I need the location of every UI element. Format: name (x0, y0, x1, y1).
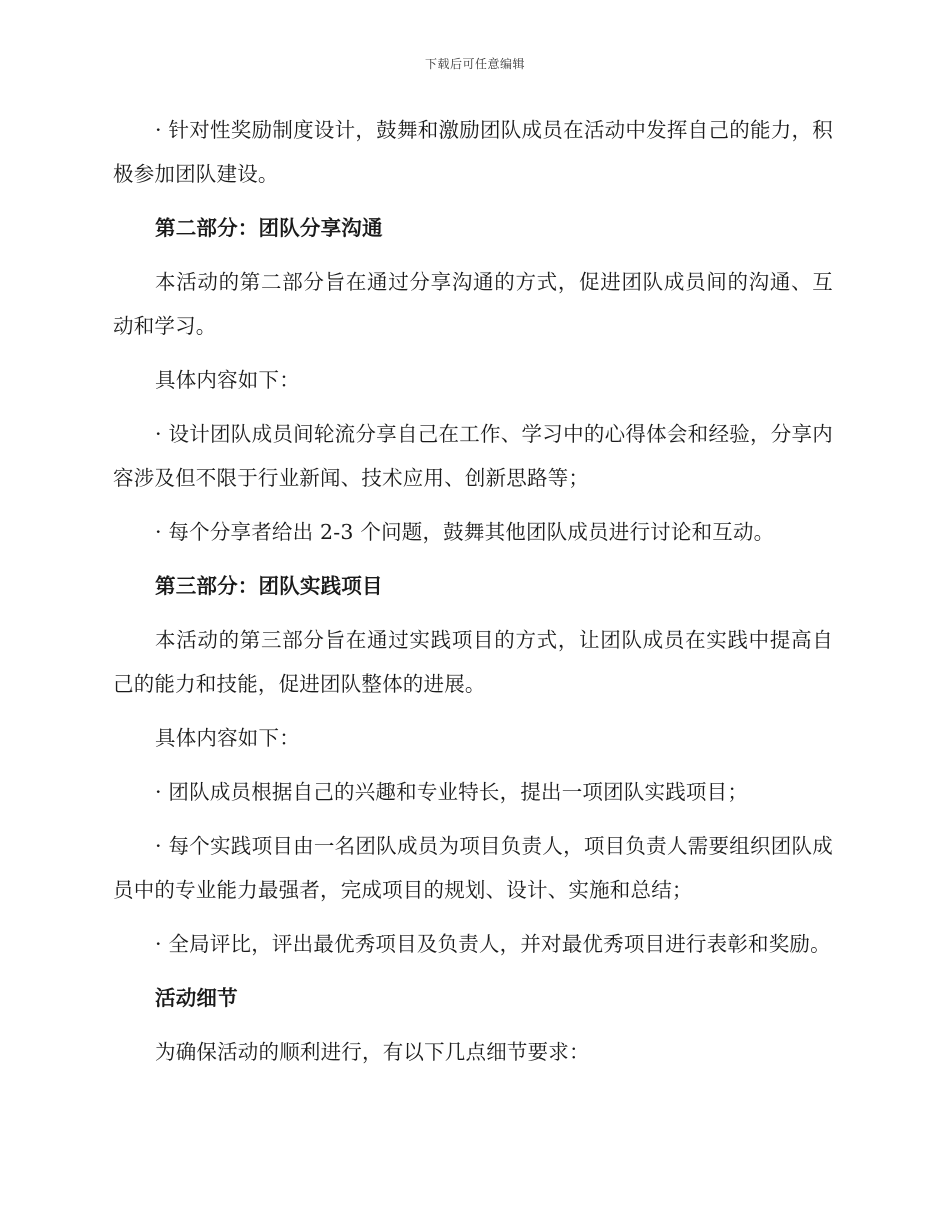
heading-part-three: 第三部分：团队实践项目 (155, 574, 383, 598)
paragraph-bullet-leader: · 每个实践项目由一名团队成员为项目负责人，项目负责人需要组织团队成员中的专业能力最强者，完成项目的规划、设计、实施和总结； (113, 834, 833, 902)
heading-activity-details: 活动细节 (155, 986, 238, 1010)
paragraph-bullet-evaluation: · 全局评比，评出最优秀项目及负责人，并对最优秀项目进行表彰和奖励。 (155, 932, 831, 956)
paragraph-details-intro: 为确保活动的顺利进行，有以下几点细节要求： (155, 1040, 590, 1064)
page-header: 下载后可任意编辑 (424, 57, 525, 71)
heading-part-two: 第二部分：团队分享沟通 (155, 216, 383, 240)
paragraph-bullet-reward: · 针对性奖励制度设计，鼓舞和激励团队成员在活动中发挥自己的能力，积极参加团队建设。 (113, 118, 833, 186)
paragraph-content-label: 具体内容如下： (155, 726, 300, 750)
paragraph-part-two-intro: 本活动的第二部分旨在通过分享沟通的方式，促进团队成员间的沟通、互动和学习。 (113, 270, 833, 338)
paragraph-content-label: 具体内容如下： (155, 368, 300, 392)
paragraph-bullet-propose: · 团队成员根据自己的兴趣和专业特长，提出一项团队实践项目； (155, 780, 749, 804)
paragraph-part-three-intro: 本活动的第三部分旨在通过实践项目的方式，让团队成员在实践中提高自己的能力和技能，促进团队整体的进展。 (113, 628, 833, 696)
document-body (113, 108, 833, 1084)
paragraph-bullet-questions: · 每个分享者给出 2-3 个问题，鼓舞其他团队成员进行讨论和互动。 (155, 520, 775, 544)
paragraph-bullet-sharing: · 设计团队成员间轮流分享自己在工作、学习中的心得体会和经验，分享内容涉及但不限于行业新闻、技术应用、创新思路等； (113, 422, 833, 490)
